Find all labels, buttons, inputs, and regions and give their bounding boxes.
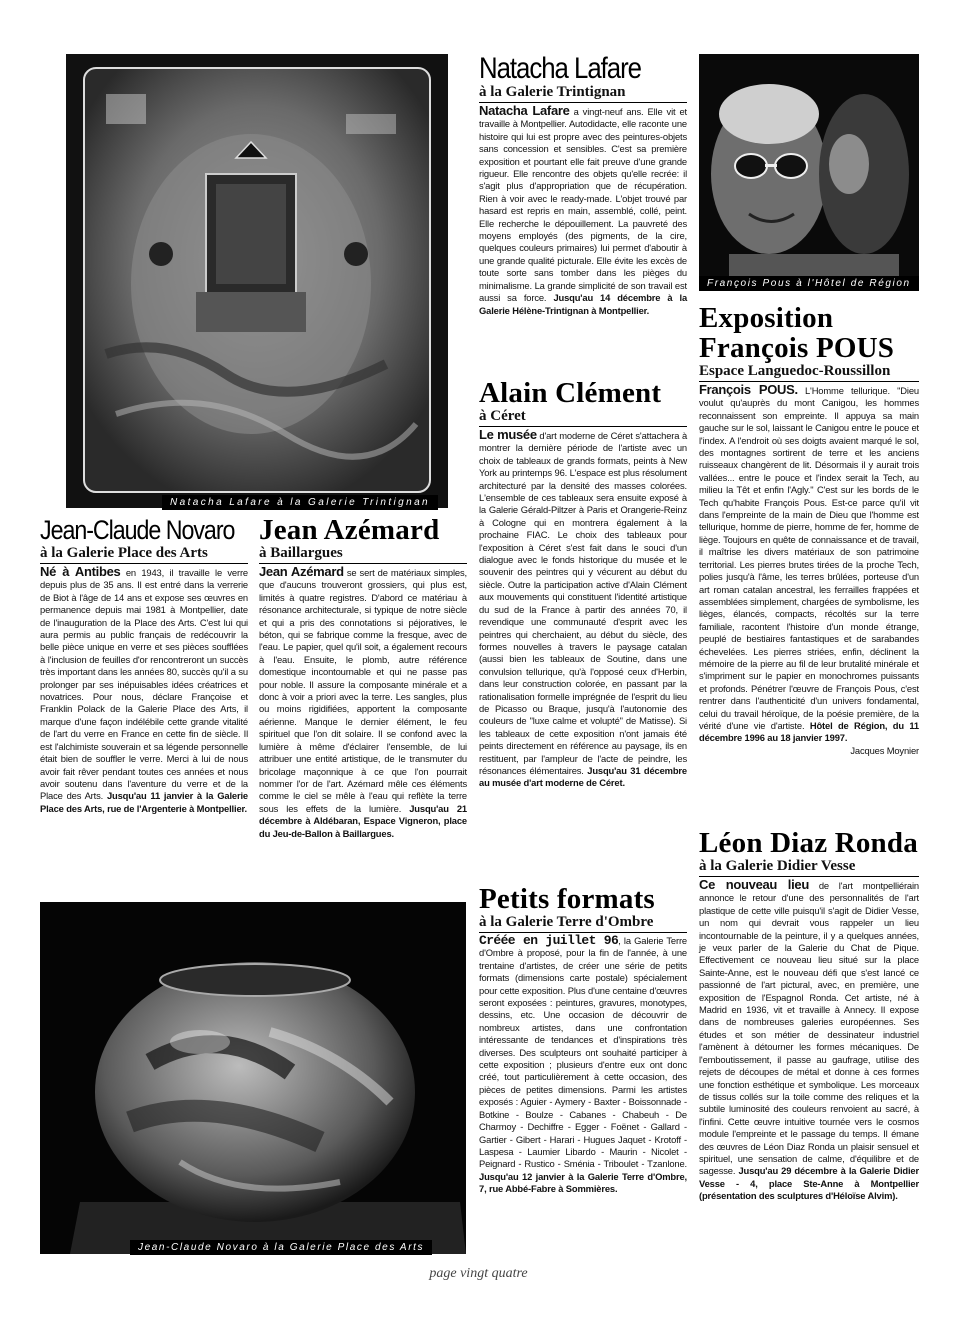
- article-pous: [699, 303, 919, 757]
- pous-lead: François POUS.: [699, 382, 798, 397]
- petits-dates: Jusqu'au 12 janvier à la Galerie Terre d'Ombre, 7, rue Abbé-Fabre à Sommières.: [479, 1170, 687, 1195]
- lafare-text: a vingt-neuf ans. Elle vit et travaille à Montpellier. Autodidacte, elle raconte une histoire qui lui est propre avec des peintures-objets sans concession et sensibles. C'est sa première exposition et pourtant elle fait preuve d'une grande rigueur. Elle rencontre des objets qu'elle recrée: il s'agit plus d'appropriation que de récupération. Rien à voir avec le ready-made. L'objet trouvé par hasard est repris en main, assemblé, collé, peint. Elle recherche le dépouillement. La pauvreté des moyens employés (des pigments, de la cire, quelques couleurs primaires) lui permet d'aboutir à une grande qualité picturale. Elle évite les excès de toute sorte sans tomber dans les pièges du minimalisme. La grande simplicité de son travail est aussi sa force.: [479, 106, 687, 304]
- article-clement: [479, 378, 687, 790]
- clement-subtitle: à Céret: [479, 408, 687, 427]
- azemard-dates: Jusqu'au 21 décembre à Aldébaran, Espace Vigneron, place du Jeu-de-Ballon à Baillargues.: [259, 802, 467, 839]
- lafare-photo-caption: Natacha Lafare à la Galerie Trintignan: [162, 495, 438, 510]
- azemard-title: Jean Azémard: [259, 514, 440, 546]
- diaz-dates: Jusqu'au 29 décembre à la Galerie Didier Vesse - 4, place Ste-Anne à Montpellier (présentation des sculptures d'Héloïse Alvim).: [699, 1165, 919, 1202]
- article-diaz-ronda: [699, 828, 919, 1203]
- pous-photo-caption: François Pous à l'Hôtel de Région: [699, 276, 919, 291]
- diaz-subtitle: à la Galerie Didier Vesse: [699, 858, 919, 877]
- page-number-footer: page vingt quatre: [429, 1266, 528, 1281]
- petits-body: [479, 935, 687, 1196]
- azemard-body: [259, 566, 467, 840]
- novaro-vase-image: [40, 902, 466, 1254]
- article-lafare: [479, 54, 687, 317]
- novaro-title: Jean-Claude Novaro: [40, 515, 235, 545]
- lafare-artwork-image: [66, 54, 448, 508]
- pous-portrait-image: [699, 54, 919, 288]
- pous-dates: Hôtel de Région, du 11 décembre 1996 au 18 janvier 1997.: [699, 719, 919, 744]
- clement-body: [479, 429, 687, 790]
- diaz-title: Léon Diaz Ronda: [699, 827, 918, 859]
- petits-lead: Créée en juillet 96: [479, 933, 619, 948]
- pous-body: [699, 384, 919, 757]
- clement-title: Alain Clément: [479, 377, 662, 409]
- lafare-subtitle: à la Galerie Trintignan: [479, 84, 687, 103]
- novaro-photo-caption: Jean-Claude Novaro à la Galerie Place des Arts: [130, 1240, 432, 1255]
- novaro-subtitle: à la Galerie Place des Arts: [40, 545, 248, 564]
- diaz-lead: Ce nouveau lieu: [699, 877, 809, 892]
- pous-title-line2: François POUS: [699, 332, 895, 364]
- pous-signature: Jacques Moynier: [850, 744, 919, 756]
- petits-text: , la Galerie Terre d'Ombre à proposé, pour la fin de l'année, à une trentaine d'artistes, de créer une série de petits formats (dimensions carte postale) spécialement pour cette exposition. Plus d'une centaine d'œuvres seront exposées : peintures, gravures, monotypes, dessins, etc. Une occasion de découvrir de nombreux artistes, dans une confrontation intéressante de tendances et d'inspirations très diverses. Des sculpteurs ont souhaité participer à cette exposition ; plusieurs d'entre eux ont donc créé, tout particulièrement à cette occasion, des pièces de petites dimensions. Parmi les artistes exposés : Aguier - Aymery - Baxter - Boissonnade - Botkine - Boulze - Cabanes - Chabeuh - De Charmoy - Dechiffre - Egger - Foënet - Gallard - Gartier - Gibert - Harari - Hugues Jaquet - Krotoff - Laspesa - Laumier Libardo - Maurin - Nicolet - Peignard - Rustico - Sménia - Triboulet - Tzanlone.: [479, 935, 687, 1170]
- pous-portrait-photo: [699, 54, 919, 288]
- azemard-text: se sert de matériaux simples, que d'aucuns trouveront grossiers, qui plus est, limités à quatre registres. D'abord ce matériau à résonance architecturale, si typique de notre siècle et qui a pris des connotations si péjoratives, le béton, qui se fabrique comme la fresque, avec de l'eau. Le papier, quel qu'il soit, a également recours à l'eau. Ensuite, le plomb, autre référence domestique incontournable et qui ne passe pas pour noble. Il assure la composante minérale et a donc à voir a priori avec la terre. Les sangles, plus ou moins rigidifiées, apportent la composante aérienne. Manque le dernier élément, le feu spirituel que l'on dit solaire. Il se confond avec la lumière à même d'éclairer l'ensemble, de lui attribuer une entité artistique, de le transmuter du bricolage maçonnique à ce que l'on pourrait nommer l'or de l'art. Azémard mêle ces éléments comme le ciel se mêle à l'eau qui reflète la terre sous les effets de la lumière.: [259, 567, 467, 814]
- pous-text: L'Homme tellurique. "Dieu voulut qu'auprès du mont Canigou, les hommes reconnaissent son empreinte. Il appuya sa main gauche sur le sol, laissant le Canigou entre le pouce et l'index. A l'endroit où ses doigts avaient marqué le sol, des montagnes sortirent de terre et les anciens ruisseaux changèrent de lit. Désormais il y aurait trois vallées... entre le pouce et l'index serait la Tech, au milieu la Têt et enfin l'Agly." C'est sur les bords de le Tech qu'habite François Pous. Est-ce parce qu'il vit dans l'empreinte de la main de Dieu que l'homme est tellurique, homme de pierre, homme de fer, homme de liège. Toujours en quête de connaissance et de travail, il maîtrise les divers matériaux de son patrimoine territorial. Les pierres brutes tirées de la proche Tech, polies jusqu'à l'âme, les terres brûlées, porteuse d'un art roman catalan ancestral, les ferrailles frappées et assemblées simplement, chargées de symbolisme, les lièges, élancés, compacts, récoltés sur la terre familiale, racontent l'histoire d'un monde étrange, peuplé de bestiaires fantastiques et de sarabandes échevelées. Les pierres striées, enfin, déclinent la mémoire de la pierre au fil de leur brutalité minérale et s'impriment sur le papier en monochromes puissants et profonds. Pénétrer l'œuvre de François Pous, c'est rentrer dans l'authenticité d'un univers fondamental, celui du travail héroïque, de la poésie première, de la vérité d'une vie d'artiste.: [699, 385, 919, 731]
- novaro-vase-photo: [40, 902, 466, 1254]
- diaz-text: de l'art montpelliérain annonce le retour d'une des personnalités de l'art plastique de cette ville puisqu'il s'agit de Didier Vesse, un nom qui devrait vous rappeler un lieu incontournable de la peinture, il y a quelques années, je veux parler de la Galerie du Chat de Pique. Effectivement ce nouveau lieu situé sur la place Sainte-Anne, est le nouveau défi que s'est lancé ce passionné de l'art pictural, avec, en première, une exposition de l'Espagnol Ronda. Cet artiste, né à Madrid en 1936, vit et travaille à Annecy. Il expose dans de nombreuses galeries européennes. Ses études et son métier de dessinateur industriel l'amènent à détourner les formes mécaniques. De l'emboutissement, il passe au gaufrage, utilise des rejets de découpes de métal et donne à ces formes une fonction esthétique et symbolique. Les morceaux de tissus collés sur la toile comme des reliques et la subtile luminosité des couleurs renvoient au sacré, à l'infini. Cette œuvre intuitive tournée vers le cosmos module l'empreinte et le passage du temps. Il émane des œuvres de Léon Diaz Ronda un plaisir sensuel et spirituel, une sensation de calme, d'équilibre et de sagesse.: [699, 880, 919, 1177]
- clement-lead: Le musée: [479, 427, 537, 442]
- lafare-body: [479, 105, 687, 317]
- novaro-lead: Né à Antibes: [40, 564, 121, 579]
- pous-title-line1: Exposition: [699, 302, 834, 334]
- lafare-title: Natacha Lafare: [479, 52, 641, 85]
- lafare-artwork-photo: [66, 54, 448, 508]
- diaz-body: [699, 879, 919, 1203]
- article-novaro: [40, 515, 248, 815]
- petits-title: Petits formats: [479, 883, 655, 915]
- clement-dates: Jusqu'au 31 décembre au musée d'art moderne de Céret.: [479, 764, 687, 789]
- petits-subtitle: à la Galerie Terre d'Ombre: [479, 914, 687, 933]
- article-petits-formats: [479, 884, 687, 1196]
- azemard-lead: Jean Azémard: [259, 564, 344, 579]
- azemard-subtitle: à Baillargues: [259, 545, 467, 564]
- clement-text: d'art moderne de Céret s'attachera à montrer la dernière période de l'artiste avec un choix de tableaux de grands formats, peints à New York au printemps 96. L'espace est plus résolument architecturé par la densité des masses colorées. L'ensemble de ces tableaux sera ensuite exposé à la Galerie Gérald-Piltzer à Paris et Orangerie-Reinz à Cologne qui en montrera également à la prochaine FIAC. Le choix des tableaux pour l'exposition à Céret s'est fait dans le souci d'un dialogue avec le fonds historique du musée et le souvenir des peintres qui y vécurent au début du siècle. Outre la participation active d'Alain Clément aux mouvements qui constituent l'identité artistique du sud de la France à partir des années 70, il revendique une communauté d'esprit avec les peintres qui cherchaient, au début du siècle, des formes nouvelles à travers le paysage catalan (aussi bien les tableaux de Soutine, dans une convulsion tellurique, qu'à l'opposé ceux d'Herbin, dans leur construction colorée, en passant par la rationalisation formelle imprégnée de l'esprit du lieu de Picasso ou Braque, jusqu'à l'autonomie des couleurs de "luxe calme et volupté" de Matisse). Si les tableaux de cette exposition n'ont jamais été peints directement en référence au paysage, ils en restituent, par l'ampleur de l'acte de peindre, les résonances élémentaires.: [479, 430, 688, 776]
- novaro-text: en 1943, il travaille le verre depuis plus de 35 ans. Il est entré dans la verrerie de Biot à l'âge de 14 ans et expose ses œuvres en permanence depuis mai 1981 à Montpellier, date de l'inauguration de la Place des Arts. C'est lui qui aura permis au public français de redécouvrir la belle pièce unique en verre et ses pièces soufflées à l'inclusion de feuilles d'or rencontreront un succès très important dans les années 80, succès qu'il a su prolonger par ses inépuisables idées créatrices et novatrices. Pour nous, déclare Françoise et Franklin Polack de la Galerie Place des Arts, il marque d'une façon indélébile cette grande vitalité de l'art du verre en France en cette fin de siècle. Il est l'alchimiste souverain et sa légende personnelle était bien de souffler le verre. Merci à lui de nous avoir fait rêver pendant toutes ces années et nous avoir soutenu dans l'aventure du verre et de la Place des Arts.: [40, 567, 248, 802]
- novaro-body: [40, 566, 248, 815]
- lafare-lead: Natacha Lafare: [479, 103, 570, 118]
- pous-subtitle: Espace Languedoc-Roussillon: [699, 363, 919, 382]
- novaro-dates: Jusqu'au 11 janvier à la Galerie Place des Arts, rue de l'Argenterie à Montpellier.: [40, 790, 248, 814]
- article-azemard: [259, 515, 467, 840]
- lafare-dates: Jusqu'au 14 décembre à la Galerie Hélène-Trintignan à Montpellier.: [479, 292, 688, 316]
